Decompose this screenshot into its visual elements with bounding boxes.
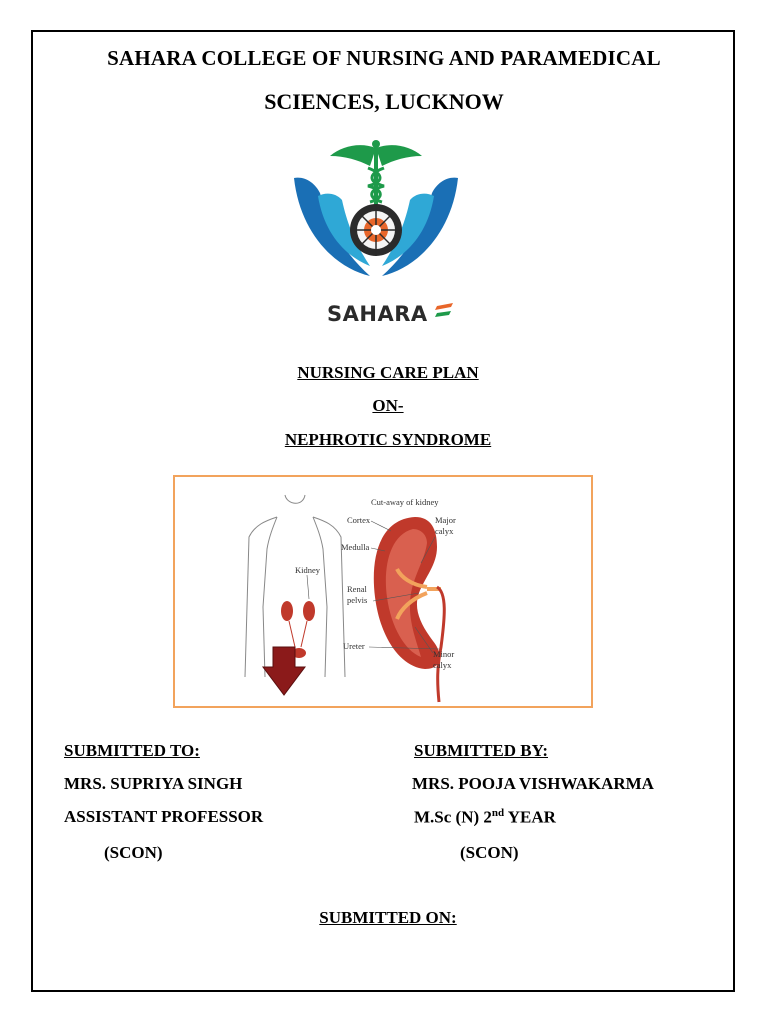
submitted-to-institution: (SCON) — [104, 843, 163, 862]
college-name-line1: SAHARA COLLEGE OF NURSING AND PARAMEDICAL — [107, 46, 661, 70]
topic-line3: NEPHROTIC SYNDROME — [284, 430, 492, 449]
submitted-to-heading: SUBMITTED TO: — [64, 741, 200, 760]
small-kidney-left — [281, 601, 293, 621]
label-renal-pelvis-2: pelvis — [347, 595, 368, 605]
label-medulla: Medulla — [341, 542, 370, 552]
label-minor-calyx-1: Minor — [433, 649, 455, 659]
kidney-illustration — [175, 477, 591, 706]
ureter-line — [437, 587, 444, 702]
label-major-calyx-1: Major — [435, 515, 456, 525]
submitted-by-name: MRS. POOJA VISHWAKARMA — [412, 774, 654, 793]
submitted-on-heading: SUBMITTED ON: — [319, 908, 457, 927]
label-kidney: Kidney — [295, 565, 321, 575]
label-major-calyx-2: calyx — [435, 526, 454, 536]
kidney-figure — [173, 475, 593, 708]
topic-line1: NURSING CARE PLAN — [297, 363, 479, 382]
course-prefix: M.Sc (N) 2 — [414, 807, 492, 827]
submitted-by-heading: SUBMITTED BY: — [414, 741, 548, 760]
submitted-to-name: MRS. SUPRIYA SINGH — [64, 774, 243, 793]
submitted-by-institution: (SCON) — [460, 843, 519, 862]
submitted-by-course — [414, 807, 556, 828]
label-renal-pelvis-1: Renal — [347, 584, 367, 594]
small-kidney-right — [303, 601, 315, 621]
label-minor-calyx-2: calyx — [433, 660, 452, 670]
course-suffix: YEAR — [504, 807, 556, 827]
topic-line2: ON- — [372, 396, 404, 415]
college-name-line2: SCIENCES, LUCKNOW — [264, 89, 504, 114]
brand-text: SAHARA — [327, 302, 428, 326]
label-cortex: Cortex — [347, 515, 371, 525]
course-sup: nd — [491, 807, 505, 819]
label-cutaway: Cut-away of kidney — [371, 497, 439, 507]
sahara-wordmark — [325, 297, 465, 327]
college-logo-emblem — [290, 138, 462, 288]
label-ureter: Ureter — [343, 641, 365, 651]
submitted-to-designation: ASSISTANT PROFESSOR — [64, 807, 264, 826]
